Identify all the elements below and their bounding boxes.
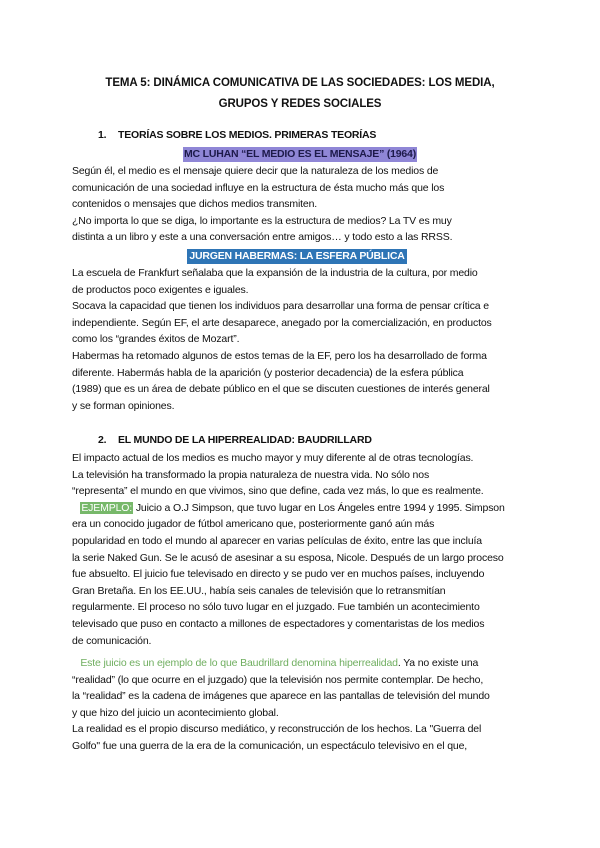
text-line: La realidad es el propio discurso mediático, y reconstrucción de los hechos. La "Guerra del — [72, 723, 482, 736]
text-line: era un conocido jugador de fútbol americano que, posteriormente ganó aún más — [72, 518, 435, 531]
section-1-heading — [98, 129, 377, 141]
hyperreality-highlight: Este juicio es un ejemplo de lo que Baudrillard denomina hiperrealidad — [80, 657, 398, 669]
hyperreality-paragraph — [72, 655, 528, 755]
text-line: “realidad” (lo que ocurre en el juzgado) que la televisión nos permite contemplar. De hecho, — [72, 673, 484, 686]
habermas-paragraph — [72, 265, 528, 414]
habermas-band: JURGEN HABERMAS: LA ESFERA PÚBLICA — [187, 249, 407, 264]
text-line: de comunicación. — [72, 634, 152, 647]
section-1-number: 1. — [98, 129, 107, 141]
title-line-1: TEMA 5: DINÁMICA COMUNICATIVA DE LAS SOCIEDADES: LOS MEDIA, — [105, 77, 495, 89]
text-line: La escuela de Frankfurt señalaba que la expansión de la industria de la cultura, por medio — [72, 267, 478, 279]
text-line: independiente. Según EF, el arte desaparece, anegado por la comercialización, en productos — [72, 316, 492, 329]
text-line: de productos poco exigentes e iguales. — [72, 283, 249, 296]
example-tag: EJEMPLO: — [81, 501, 133, 514]
section-1-heading-text: TEORÍAS SOBRE LOS MEDIOS. PRIMERAS TEORÍAS — [118, 129, 377, 141]
section-2-heading-text: EL MUNDO DE LA HIPERREALIDAD: BAUDRILLARD — [118, 434, 372, 446]
text-line: y se forman opiniones. — [72, 399, 175, 412]
text-line: televisado que puso en contacto a millones de espectadores y comentaristas de los medios — [72, 617, 485, 630]
text-line: contenidos o mensajes que dichos medios transmiten. — [72, 198, 318, 211]
text-line: Gran Bretaña. En los EE.UU., había seis canales de televisión que lo retransmitían — [72, 584, 446, 597]
example-first-line — [72, 500, 528, 517]
text-line: El impacto actual de los medios es mucho mayor y muy diferente al de otras tecnologías. — [72, 452, 474, 464]
title-line-2: GRUPOS Y REDES SOCIALES — [218, 98, 382, 110]
text-line: y que hizo del juicio un acontecimiento global. — [72, 706, 279, 719]
text-line: “representa” el mundo en que vivimos, sino que define, cada vez más, lo que es realmente. — [72, 485, 484, 498]
text-line: (1989) que es un área de debate público en el que se discuten cuestiones de interés general — [72, 383, 490, 396]
mcluhan-band: MC LUHAN “EL MEDIO ES EL MENSAJE” (1964) — [184, 148, 416, 160]
text-line: la “realidad” es la cadena de imágenes que aparece en las pantallas de televisión del mundo — [72, 690, 490, 703]
example-first-text: Juicio a O.J Simpson, que tuvo lugar en Los Ángeles entre 1994 y 1995. Simpson — [133, 501, 505, 514]
text-line: fue absuelto. El juicio fue televisado en directo y se pudo ver en muchos países, incluyendo — [72, 568, 485, 581]
section-2-heading — [98, 434, 372, 446]
text-line: la serie Naked Gun. Se le acusó de asesinar a su esposa, Nicole. Después de un largo proceso — [72, 551, 504, 564]
hyperreality-rest: . Ya no existe una — [397, 657, 479, 669]
text-line: Según él, el medio es el mensaje quiere decir que la naturaleza de los medios de — [72, 165, 439, 177]
text-line: comunicación de una sociedad influye en la estructura de ésta mucho más que los — [72, 181, 445, 194]
text-line: como los “grandes éxitos de Mozart”. — [72, 333, 240, 346]
text-line: diferente. Habermás habla de la aparición (y posterior decadencia) de la esfera pública — [72, 366, 464, 379]
text-line: Socava la capacidad que tienen los individuos para desarrollar una forma de pensar crítica e — [72, 300, 489, 313]
text-line: distinta a un libro y este a una conversación entre amigos… y todo esto a las RRSS. — [72, 231, 453, 244]
text-line: regularmente. El proceso no sólo tuvo lugar en el juzgado. Fue también un acontecimiento — [72, 601, 480, 614]
text-line: La televisión ha transformado la propia naturaleza de nuestra vida. No sólo nos — [72, 468, 430, 481]
page-title — [60, 73, 540, 115]
baudrillard-intro — [72, 450, 528, 649]
text-line: Golfo" fue una guerra de la era de la comunicación, un espectáculo televisivo en el que, — [72, 739, 468, 752]
section-2-number: 2. — [98, 434, 107, 446]
text-line: ¿No importa lo que se diga, lo importante es la estructura de medios? La TV es muy — [72, 214, 452, 227]
text-line: Habermas ha retomado algunos de estos temas de la EF, pero los ha desarrollado de forma — [72, 349, 487, 362]
hyperreality-first-line — [72, 655, 528, 672]
mcluhan-paragraph — [72, 163, 528, 246]
text-line: popularidad en todo el mundo al aparecer en varias películas de éxito, entre las que incluía — [72, 534, 482, 547]
